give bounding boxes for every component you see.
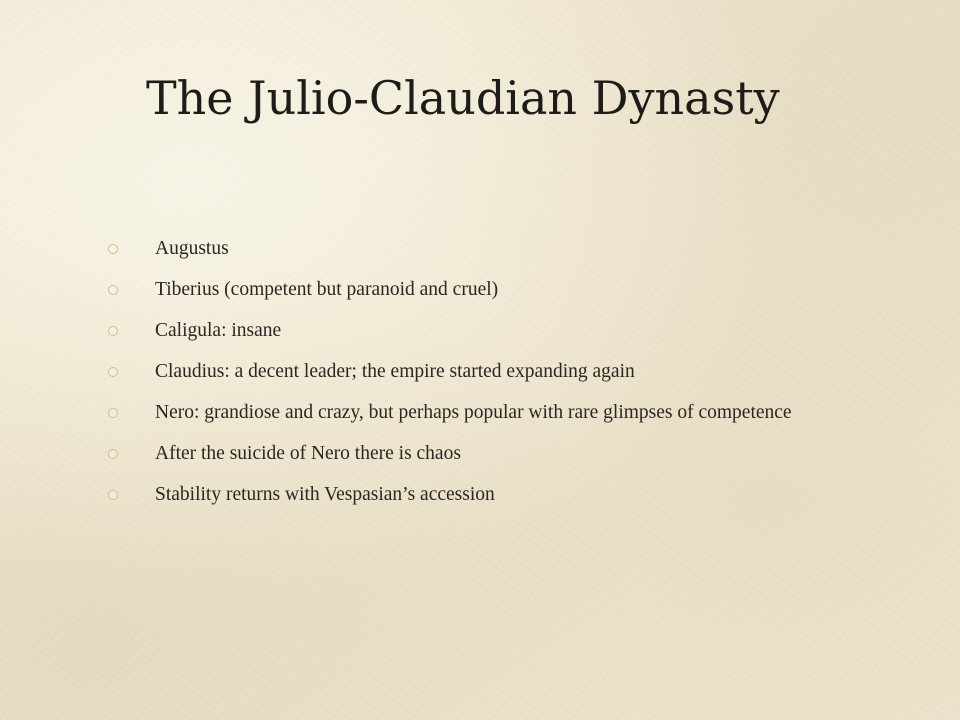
bullet-text: Claudius: a decent leader; the empire started expanding again <box>155 361 635 382</box>
list-item <box>108 402 868 424</box>
list-item <box>108 279 868 301</box>
bullet-text: Tiberius (competent but paranoid and cruel) <box>155 279 499 300</box>
list-item <box>108 484 868 506</box>
bullet-icon <box>108 367 118 377</box>
bullet-icon <box>108 285 118 295</box>
bullet-list <box>108 238 868 525</box>
bullet-text: Nero: grandiose and crazy, but perhaps popular with rare glimpses of competence <box>155 402 792 423</box>
list-item <box>108 443 868 465</box>
bullet-icon <box>108 244 118 254</box>
bullet-icon <box>108 408 118 418</box>
list-item <box>108 238 868 260</box>
bullet-text: Caligula: insane <box>155 320 282 341</box>
bullet-text: Stability returns with Vespasian’s accession <box>155 484 495 505</box>
list-item <box>108 361 868 383</box>
bullet-icon <box>108 490 118 500</box>
bullet-icon <box>108 449 118 459</box>
slide-title: The Julio-Claudian Dynasty <box>146 71 780 125</box>
bullet-text: After the suicide of Nero there is chaos <box>155 443 461 464</box>
bullet-icon <box>108 326 118 336</box>
bullet-text: Augustus <box>155 238 229 259</box>
list-item <box>108 320 868 342</box>
